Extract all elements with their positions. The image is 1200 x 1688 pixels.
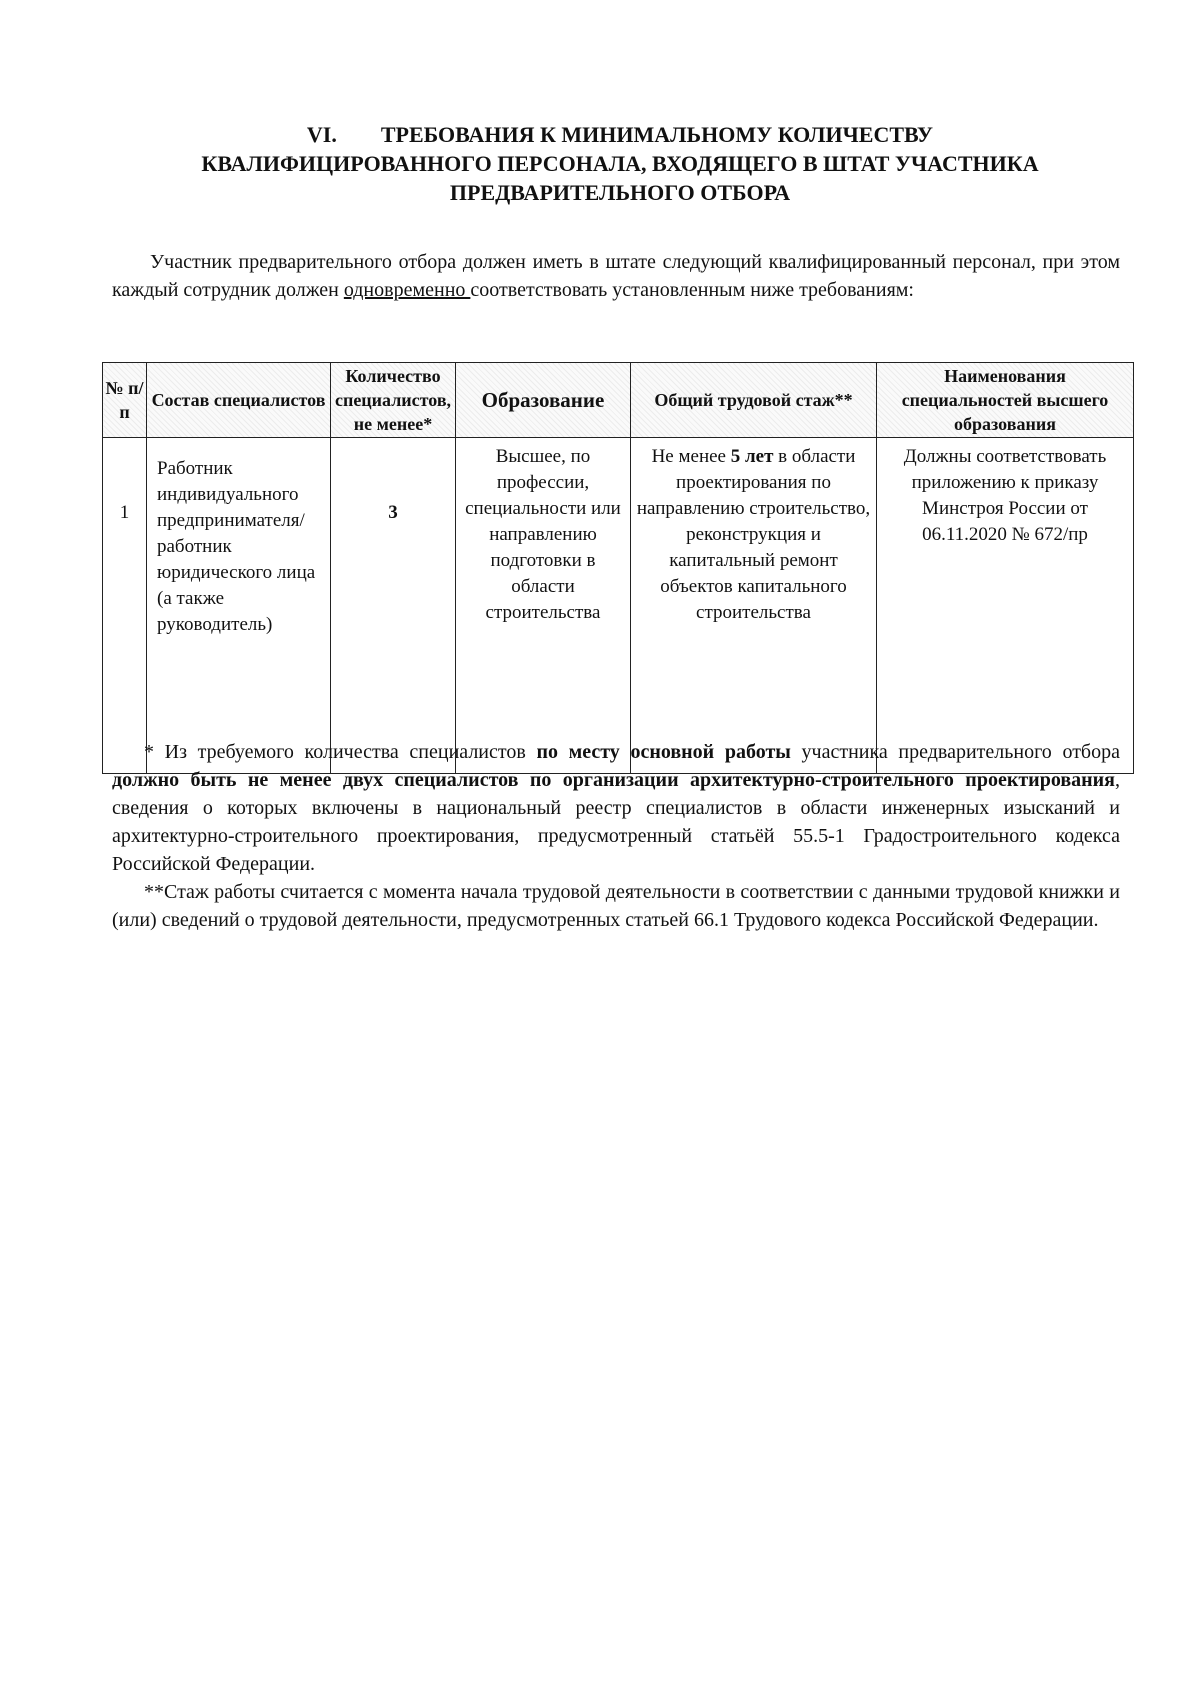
cell-experience [631,438,877,774]
header-composition: Состав специалистов [147,363,331,438]
footnote-1-text-c: участника предварительного отбора [790,741,1120,763]
header-experience: Общий трудовой стаж** [631,363,877,438]
section-number: VI. [306,122,337,147]
experience-years: 5 лет [730,446,774,467]
footnote-1-text-e: , сведения о которых включены в национальный реестр специалистов в области инженерных изысканий и архитектурно-строительного проектирования, предусмотренный статьёй 55.5-1 Градостроительного кодекса Российской Федерации. [112,769,1120,875]
heading-line-1 [100,120,1140,149]
header-education: Образование [456,363,631,438]
cell-education: Высшее, по профессии, специальности или направлению подготовки в области строительства [456,438,631,774]
table-row [103,438,1134,774]
intro-text-1: Участник предварительного отбора должен иметь в штате следующий квалифицированный персонал, при этом каждый сотрудник должен [112,251,1120,301]
footnote-2: **Стаж работы считается с момента начала трудовой деятельности в соответствии с данными трудовой книжки и (или) сведений о трудовой деятельности, предусмотренных статьей 66.1 Трудового кодекса Российской Федерации. [112,881,1120,931]
table-header-row [103,363,1134,438]
footnote-1-bold-d: должно быть не менее двух специалистов по организации архитектурно-строительного проектирования [112,769,1115,791]
experience-prefix: Не менее [651,446,731,467]
experience-suffix: в области проектирования по направлению строительство, реконструкция и капитальный ремонт объектов капитального строительства [636,446,871,623]
section-title-line-2: КВАЛИФИЦИРОВАННОГО ПЕРСОНАЛА, ВХОДЯЩЕГО В ШТАТ УЧАСТНИКА [201,151,1039,176]
footnote-1 [112,738,1120,878]
intro-text-2: соответствовать установленным ниже требованиям: [470,279,914,301]
section-title-line-1: ТРЕБОВАНИЯ К МИНИМАЛЬНОМУ КОЛИЧЕСТВУ [380,122,934,147]
footnote-1-bold-b: по месту основной работы [536,741,791,763]
requirements-table [102,362,1134,774]
footnote-1-text-a: * Из требуемого количества специалистов [144,741,537,763]
cell-composition: Работник индивидуального предпринимателя/ работник юридического лица (а также руководитель) [147,438,331,774]
cell-specialties: Должны соответствовать приложению к приказу Минстроя России от 06.11.2020 № 672/пр [877,438,1134,774]
header-specialties: Наименования специальностей высшего образования [877,363,1134,438]
intro-underlined: одновременно [343,279,471,301]
section-heading [100,120,1140,207]
header-quantity: Количество специалистов, не менее* [331,363,456,438]
header-num: № п/п [103,363,147,438]
cell-quantity: 3 [331,438,456,774]
intro-paragraph [112,248,1120,304]
footnotes [112,738,1120,934]
section-title-line-3: ПРЕДВАРИТЕЛЬНОГО ОТБОРА [449,180,791,205]
cell-num: 1 [103,438,147,774]
